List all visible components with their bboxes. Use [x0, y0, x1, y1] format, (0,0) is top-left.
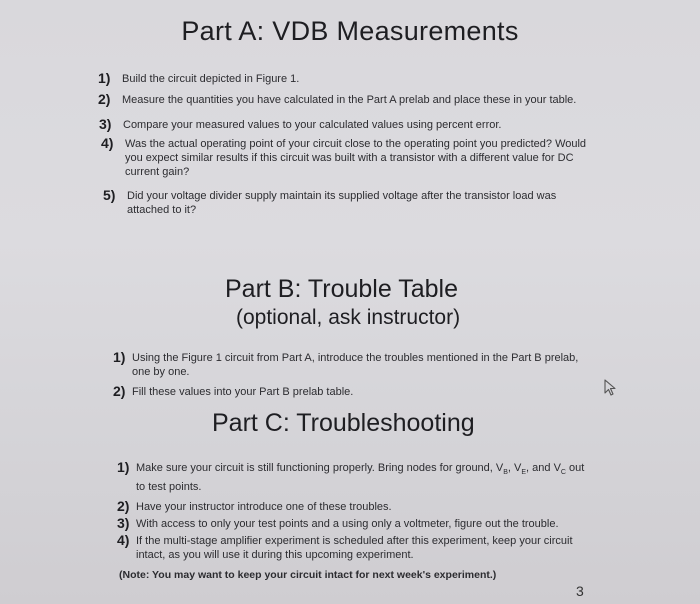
page-number: 3 [576, 583, 584, 599]
item-text: Using the Figure 1 circuit from Part A, introduce the troubles mentioned in the Part B prelab, one by one. [132, 352, 579, 378]
part-a-title: Part A: VDB Measurements [181, 16, 519, 46]
part-c-title: Part C: Troubleshooting [212, 409, 475, 437]
list-item [103, 189, 573, 217]
item-number: 1) [113, 349, 126, 365]
item-text: Compare your measured values to your calculated values using percent error. [123, 119, 502, 131]
item-text: Fill these values into your Part B prelab table. [132, 386, 354, 398]
item-text: Measure the quantities you have calculated in the Part A prelab and place these in your table. [122, 94, 577, 106]
item-number: 2) [117, 498, 130, 515]
item-number: 4) [101, 135, 114, 151]
mouse-pointer-icon [603, 379, 619, 397]
note-text: (Note: You may want to keep your circuit intact for next week's experiment.) [119, 569, 497, 581]
list-item [99, 118, 608, 132]
item-text: Did your voltage divider supply maintain its supplied voltage after the transistor load was attached to it? [127, 190, 557, 216]
item-number: 3) [117, 515, 130, 532]
item-text: Make sure your circuit is still functioning properly. Bring nodes for ground, $V_B$, $V_E$, and $V_C$ out to test points. [136, 462, 585, 494]
part-b-title: Part B: Trouble Table [225, 275, 459, 303]
item-text: Build the circuit depicted in Figure 1. [122, 73, 300, 85]
list-item [98, 93, 588, 107]
part-c-list [117, 461, 597, 562]
item-number: 4) [117, 532, 130, 549]
item-text: With access to only your test points and a using only a voltmeter, figure out the trouble. [136, 518, 559, 531]
item-number: 1) [117, 459, 130, 475]
list-item [101, 137, 591, 179]
item-number: 5) [103, 187, 116, 203]
list-item [117, 500, 597, 514]
part-a-list [98, 72, 608, 217]
item-number: 2) [98, 91, 111, 107]
list-item [98, 72, 608, 86]
list-item [113, 351, 583, 379]
item-number: 2) [113, 383, 126, 399]
item-number: 3) [99, 116, 112, 132]
item-text: Have your instructor introduce one of these troubles. [136, 501, 392, 514]
item-text: Was the actual operating point of your circuit close to the operating point you predicted? Would you expect similar results if this circuit was built with a transistor with a different value for DC current gain? [125, 138, 587, 178]
list-item [117, 517, 597, 531]
part-b-list [113, 351, 603, 399]
list-item [117, 534, 577, 562]
item-text: If the multi-stage amplifier experiment is scheduled after this experiment, keep your circuit intact, as you will use it during this upcoming experiment. [136, 535, 573, 562]
item-number: 1) [98, 70, 111, 86]
part-b-subtitle: (optional, ask instructor) [236, 306, 461, 329]
list-item [113, 385, 603, 399]
list-item [117, 461, 587, 494]
